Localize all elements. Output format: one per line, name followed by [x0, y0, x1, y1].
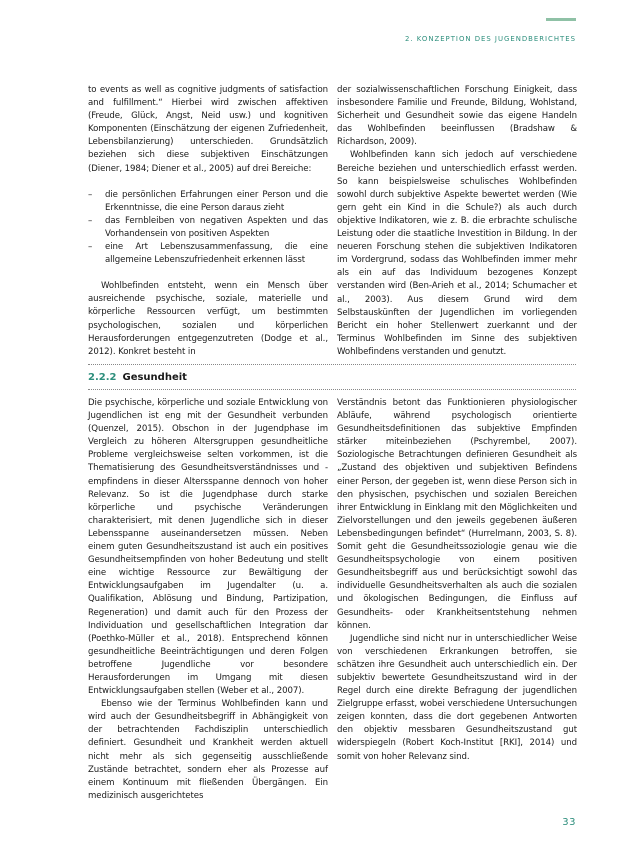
bullet-list [88, 189, 328, 268]
body-paragraph: der sozialwissenschaftlichen Forschung Einigkeit, dass insbesondere Familie und Freunde, Bildung, Wohlstand, Sicherheit und Gesundheit sowie das eigene Handeln das Wohlbefinden beeinflussen (Bradshaw & Richardson, 2009). [337, 85, 577, 148]
body-paragraph: Wohlbefinden kann sich jedoch auf verschiedene Bereiche beziehen und unterschiedlich erfasst werden. So kann beispielsweise schulisches Wohlbefinden sowohl durch subjektive Aspekte bewertet werden (Wie gern geht ein Kind in die Schule?) als auch durch objektive Indikatoren, wie z. B. die erbrachte schulische Leistung oder die staatliche Investition in Bildung. In der neueren Forschung stehen die subjektiven Indikatoren im Vordergrund, sodass das Wohlbefinden immer mehr als ein auf das Individuum bezogenes Konzept verstanden wird (Ben-Arieh et al., 2014; Schumacher et al., 2003). Aus diesem Grund wird dem Selbstauskünften der Jugendlichen im vorliegenden Bericht ein hoher Stellenwert zuerkannt und der Terminus Wohlbefinden im Sinne des subjektiven Wohlbefindens verstanden und genutzt. [337, 150, 577, 357]
section-divider [88, 364, 576, 365]
section-heading [88, 372, 187, 383]
list-item: – das Fernbleiben von negativen Aspekten und das Vorhandensein von positiven Aspekten [88, 215, 328, 239]
section-divider [88, 389, 576, 390]
section-number: 2.2.2 [88, 372, 117, 383]
body-paragraph: Ebenso wie der Terminus Wohlbefinden kann und wird auch der Gesundheitsbegriff in Abhängigkeit von der betrachtenden Fachdisziplin unterschiedlich definiert. Gesundheit und Krankheit werden aktuell nicht mehr als sich gegenseitig ausschließende Zustände betrachtet, sondern eher als Prozesse auf einem Kontinuum mit fließenden Übergängen. Ein medizinisch ausgerichtetes [88, 699, 328, 801]
header-accent-bar [546, 18, 576, 21]
intro-paragraph: to events as well as cognitive judgments of satisfaction and fulfillment.“ Hierbei wird zwischen affektiven (Freude, Glück, Angst, Neid usw.) und kognitiven Komponenten (Einschätzung der eigenen Zufriedenheit, Lebensbilanzierung) unterschieden. Grundsätzlich beziehen sich diese subjektiven Einschätzungen (Diener, 1984; Diener et al., 2005) auf drei Bereiche: [88, 85, 328, 174]
body-paragraph: Jugendliche sind nicht nur in unterschiedlicher Weise von verschiedenen Erkrankungen betroffen, sie schätzen ihre Gesundheit auch unterschiedlich ein. Der subjektiv bewertete Gesundheitszustand wird in der Regel durch eine direkte Befragung der jugendlichen Zielgruppe erfasst, wobei verschiedene Untersuchungen zeigen konnten, dass die dort gegebenen Antworten den objektiv messbaren Gesundheitszustand gut widerspiegeln (Robert Koch-Institut [RKI], 2014) und somit von hoher Relevanz sind. [337, 633, 577, 762]
body-paragraph: Die psychische, körperliche und soziale Entwicklung von Jugendlichen ist eng mit der Gesundheit verbunden (Quenzel, 2015). Obschon in der Jugendphase im Vergleich zu höheren Altersgruppen gesundheitliche Probleme vergleichsweise selten vorkommen, ist die Thematisierung des Gesundheitsverständnisses und -empfindens in dieser Altersspanne dennoch von hoher Relevanz. So ist die Jugendphase durch starke körperliche und psychische Veränderungen charakterisiert, mit denen Jugendliche sich in dieser Lebensspanne auseinandersetzen müssen. Neben einem guten Gesundheitszustand ist auch ein positives Gesundheitsempfinden von hoher Bedeutung und stellt eine wichtige Ressource zur Bewältigung der Entwicklungsaufgaben im Jugendalter (u. a. Qualifikation, Ablösung und Bindung, Partizipation, Regeneration) und damit auch für den Prozess der Individuation und gesellschaftlichen Integration dar (Poethko-Müller et al., 2018). Entsprechend können gesundheitliche Beeinträchtigungen und deren Folgen betroffene Jugendliche vor besondere Herausforderungen im Umgang mit diesen Entwicklungsaufgaben stellen (Weber et al., 2007). [88, 398, 328, 697]
wellbeing-paragraph: Wohlbefinden entsteht, wenn ein Mensch über ausreichende psychische, soziale, materielle und körperliche Ressourcen verfügt, um bestimmten psychologischen, sozialen und körperlichen Herausforderungen entgegenzutreten (Dodge et al., 2012). Konkret besteht in [88, 281, 328, 357]
section-title: Gesundheit [122, 372, 187, 383]
page-number: 33 [562, 817, 576, 828]
running-header: 2. KONZEPTION DES JUGENDBERICHTES [404, 35, 576, 43]
list-item: – die persönlichen Erfahrungen einer Person und die Erkenntnisse, die eine Person daraus zieht [88, 189, 328, 213]
bottom-right-column [337, 397, 577, 764]
body-paragraph: Verständnis betont das Funktionieren physiologischer Abläufe, während psychologisch orientierte Gesundheitsdefinitionen das subjektive Empfinden stärker miteinbeziehen (Pschyrembel, 2007). Soziologische Betrachtungen definieren Gesundheit als „Zustand des objektiven und subjektiven Befindens einer Person, der gegeben ist, wenn diese Person sich in den physischen, psychischen und sozialen Bereichen ihrer Entwicklung in Einklang mit den Möglichkeiten und Zielvorstellungen und den jeweils gegebenen äußeren Lebensbedingungen befindet“ (Hurrelmann, 2003, S. 8). Somit geht die Gesundheitssoziologie genau wie die Gesundheitspsychologie von einem positiven Gesundheitsbegriff aus und berücksichtigt sowohl das individuelle Gesundheitsverhalten als auch die sozialen und ökologischen Bedingungen, die Einfluss auf Gesundheits- oder Krankheitsentstehung nehmen können. [337, 398, 577, 631]
top-left-column [88, 84, 328, 359]
list-item: – eine Art Lebenszusammenfassung, die eine allgemeine Lebenszufriedenheit erkennen lässt [88, 242, 328, 266]
top-right-column [337, 84, 577, 359]
bottom-left-column [88, 397, 328, 803]
